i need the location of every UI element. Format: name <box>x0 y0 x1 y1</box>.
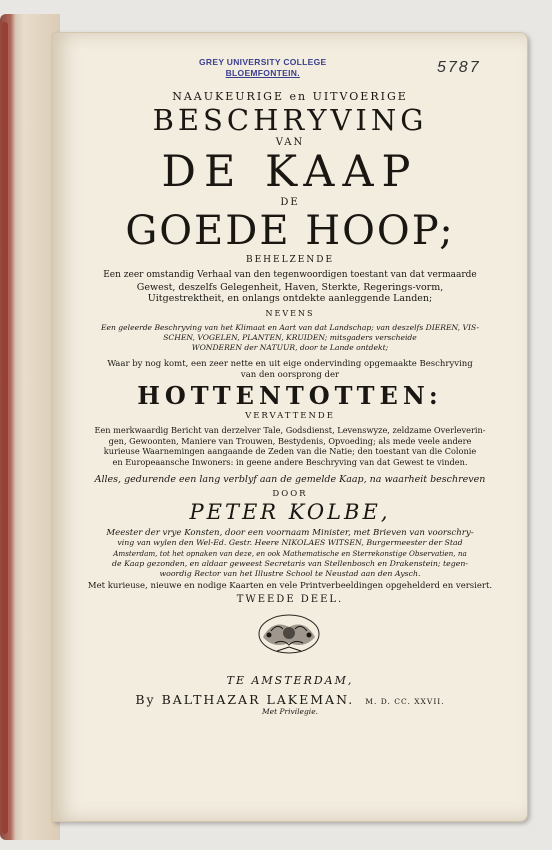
stamp-line-2: BLOEMFONTEIN. <box>225 68 300 78</box>
pretitle: NAAUKEURIGE en UITVOERIGE <box>172 90 408 103</box>
description-block-5 <box>53 528 527 579</box>
title-hottentotten: HOTTENTOTTEN: <box>137 381 443 410</box>
book-spine <box>0 14 60 840</box>
text-line: Een geleerde Beschryving van het Klimaat en Aart van dat Landschap; van deszelfs DIEREN, VIS- <box>100 323 480 332</box>
title-de-kaap: DE KAAP <box>161 147 419 197</box>
title-de: DE <box>280 197 300 208</box>
text-line: Uitgestrektheit, en onlangs ontdekte aanleggende Landen; <box>147 293 433 304</box>
text-line: woordig Rector van het Illustre School te Neustad aan den Aysch. <box>159 569 421 579</box>
imprint-line <box>53 689 527 708</box>
nevens-label: NEVENS <box>265 309 315 318</box>
text-line: Een merkwaardig Bericht van derzelver Tale, Godsdienst, Levenswyze, zeldzame Overleverin- <box>94 425 486 435</box>
text-line: gen, Gewoonten, Maniere van Trouwen, Bestydenis, Opvoeding; als mede veele andere <box>108 435 472 446</box>
catalog-number: 5787 <box>437 59 481 76</box>
description-block-2 <box>53 323 527 353</box>
text-line: ving van wylen den Wel-Ed. Gestr. Heere NIKOLAES WITSEN, Burgermeester der Stad <box>117 538 463 548</box>
title-page <box>52 32 528 822</box>
description-block-1 <box>53 270 527 305</box>
floral-vignette-icon <box>257 613 321 655</box>
behelzende-label: BEHELZENDE <box>245 255 335 265</box>
text-line: Amsterdam, tot het opnaken van deze, en ook Mathematische en Sterrekonstige Observatien, na <box>113 548 467 558</box>
title-van: VAN <box>275 137 305 148</box>
imprint-year: M. D. CC. XXVII. <box>365 697 445 706</box>
publisher: By BALTHAZAR LAKEMAN. <box>135 692 355 707</box>
red-binding-edge <box>2 22 8 834</box>
privilege-line: Met Privilegie. <box>261 707 319 716</box>
tweede-deel: TWEEDE DEEL. <box>236 594 344 605</box>
library-stamp <box>199 57 327 79</box>
text-line: kurieuse Waarnemingen aangaande de Zeden van die Natie; den toestant van die Colonie <box>103 446 477 456</box>
text-line: SCHEN, VOGELEN, PLANTEN, KRUIDEN; mitsgaders verscheide <box>163 333 417 342</box>
text-line: van den oorsprong der <box>240 369 340 380</box>
author-name: PETER KOLBE, <box>189 500 391 524</box>
text-line: Meester der vrye Konsten, door een voornaam Minister, met Brieven van voorschry- <box>106 528 474 538</box>
stamp-line-1: GREY UNIVERSITY COLLEGE <box>199 57 327 67</box>
title-goede-hoop: GOEDE HOOP; <box>125 208 455 254</box>
text-line: en Europeaansche Inwoners: in geene andere Beschryving van dat Gewest te vinden. <box>112 456 468 467</box>
description-block-4 <box>53 425 527 467</box>
text-line: WONDEREN der NATUUR, door te Lande ontdekt; <box>191 343 389 352</box>
text-line: de Kaap gezonden, en aldaar geweest Secretaris van Stellenbosch en Drakenstein; tegen- <box>112 558 468 568</box>
title-beschryving: BESCHRYVING <box>152 103 428 137</box>
description-block-3 <box>53 359 527 380</box>
door-label: DOOR <box>272 489 308 499</box>
text-line: Waar by nog komt, een zeer nette en uit eige ondervinding opgemaakte Beschryving <box>107 359 473 369</box>
vervattende-label: VERVATTENDE <box>245 411 335 421</box>
kaarten-line: Met kurieuse, nieuwe en nodige Kaarten en vele Printverbeeldingen opgehelderd en versiert. <box>87 581 493 591</box>
text-line: Een zeer omstandig Verhaal van den tegenwoordigen toestant van dat vermaarde <box>103 270 477 280</box>
alles-line: Alles, gedurende een lang verblyf aan de gemelde Kaap, na waarheit beschreven <box>94 474 486 485</box>
text-line: Gewest, deszelfs Gelegenheit, Haven, Sterkte, Regerings-vorm, <box>136 281 444 293</box>
city-line: TE AMSTERDAM, <box>226 674 354 687</box>
